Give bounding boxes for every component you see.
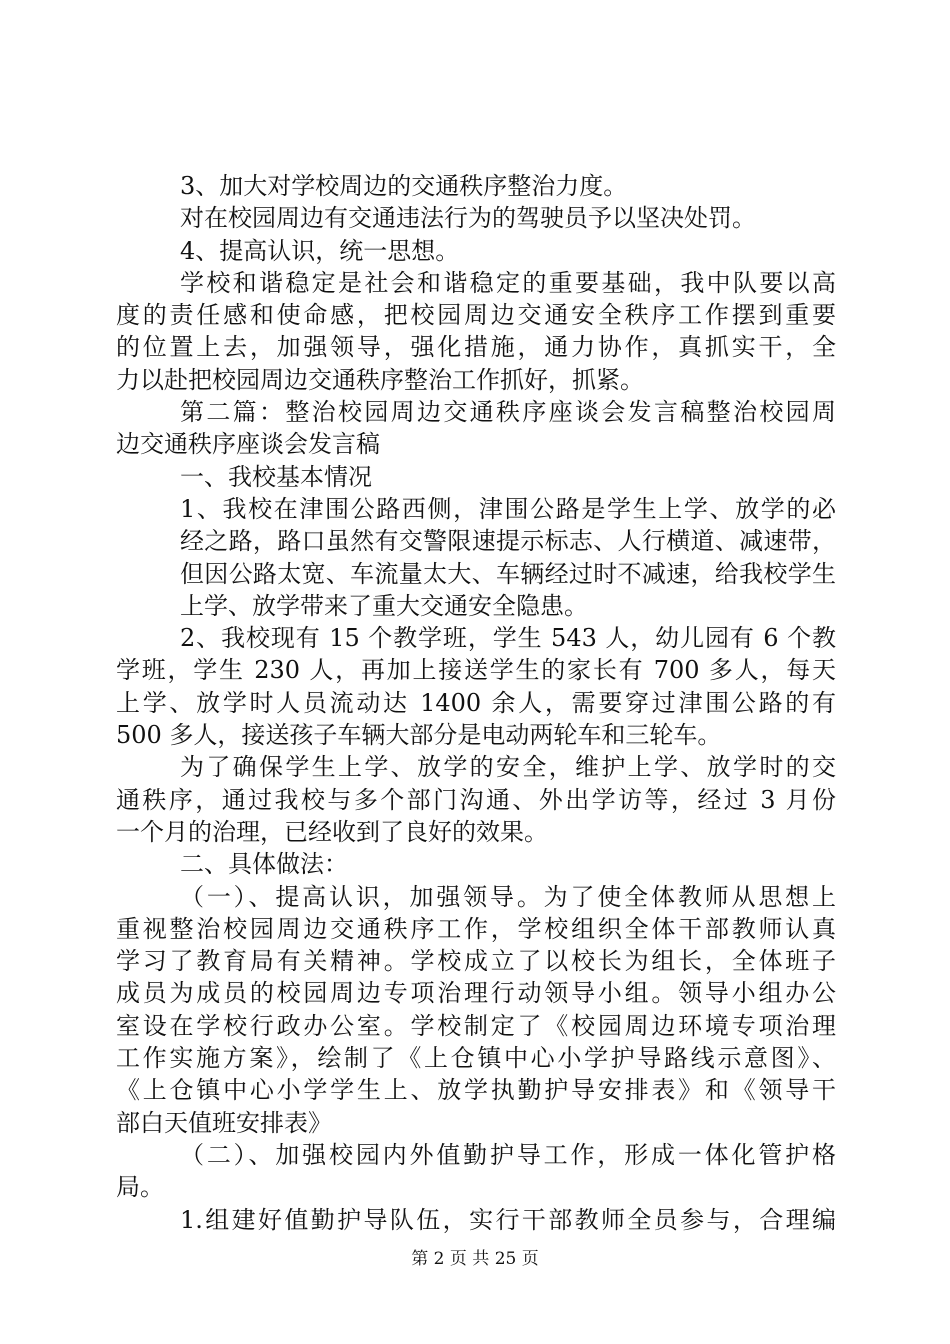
- text-line: 4、提高认识，统一思想。: [180, 236, 460, 265]
- text-line: 第二篇：整治校园周边交通秩序座谈会发言稿整治校园周: [180, 398, 836, 427]
- text-line: 二、具体做法：: [180, 850, 348, 879]
- text-line: （二）、加强校园内外值勤护导工作，形成一体化管护格: [180, 1140, 836, 1169]
- text-line: 力以赴把校园周边交通秩序整治工作抓好，抓紧。: [116, 365, 644, 394]
- text-line: 但因公路太宽、车流量太大、车辆经过时不减速，给我校学生: [180, 559, 836, 588]
- text-line: 一个月的治理，已经收到了良好的效果。: [116, 817, 548, 846]
- text-line: 学班，学生 230 人，再加上接送学生的家长有 700 多人，每天: [116, 656, 836, 685]
- text-line: 学习了教育局有关精神。学校成立了以校长为组长，全体班子: [116, 947, 836, 976]
- text-line: 为了确保学生上学、放学的安全，维护上学、放学时的交: [180, 753, 836, 782]
- text-line: 通秩序，通过我校与多个部门沟通、外出学访等，经过 3 月份: [116, 785, 836, 814]
- text-line: 重视整治校园周边交通秩序工作，学校组织全体干部教师认真: [116, 914, 836, 943]
- text-line: 经之路，路口虽然有交警限速提示标志、人行横道、减速带，: [180, 527, 836, 556]
- text-line: 2、我校现有 15 个教学班，学生 543 人，幼儿园有 6 个教: [180, 624, 836, 653]
- text-line: 3、加大对学校周边的交通秩序整治力度。: [180, 172, 628, 200]
- text-line: 部白天值班安排表》: [116, 1108, 332, 1137]
- text-line: 成员为成员的校园周边专项治理行动领导小组。领导小组办公: [116, 979, 836, 1008]
- page-footer: 第 2 页 共 25 页: [411, 1249, 539, 1269]
- text-line: 《上仓镇中心小学学生上、放学执勤护导安排表》和《领导干: [116, 1076, 836, 1105]
- text-line: 室设在学校行政办公室。学校制定了《校园周边环境专项治理: [116, 1011, 836, 1040]
- text-line: 1.组建好值勤护导队伍，实行干部教师全员参与，合理编: [180, 1205, 836, 1234]
- text-line: （一）、提高认识，加强领导。为了使全体教师从思想上: [180, 882, 836, 911]
- text-line: 1、我校在津围公路西侧，津围公路是学生上学、放学的必: [180, 494, 836, 523]
- text-line: 对在校园周边有交通违法行为的驾驶员予以坚决处罚。: [180, 204, 756, 233]
- text-line: 度的责任感和使命感，把校园周边交通安全秩序工作摆到重要: [116, 301, 836, 330]
- text-line: 边交通秩序座谈会发言稿: [116, 430, 380, 459]
- text-line: 上学、放学带来了重大交通安全隐患。: [180, 591, 588, 620]
- text-line: 上学、放学时人员流动达 1400 余人，需要穿过津围公路的有: [116, 688, 836, 717]
- text-line: 学校和谐稳定是社会和谐稳定的重要基础，我中队要以高: [180, 268, 836, 297]
- text-line: 的位置上去，加强领导，强化措施，通力协作，真抓实干，全: [116, 333, 836, 362]
- text-line: 工作实施方案》，绘制了《上仓镇中心小学护导路线示意图》、: [116, 1044, 836, 1073]
- document-body: [116, 170, 836, 1236]
- text-line: 500 多人，接送孩子车辆大部分是电动两轮车和三轮车。: [116, 721, 722, 750]
- text-line: 局。: [116, 1173, 164, 1202]
- text-line: 一、我校基本情况: [180, 462, 372, 491]
